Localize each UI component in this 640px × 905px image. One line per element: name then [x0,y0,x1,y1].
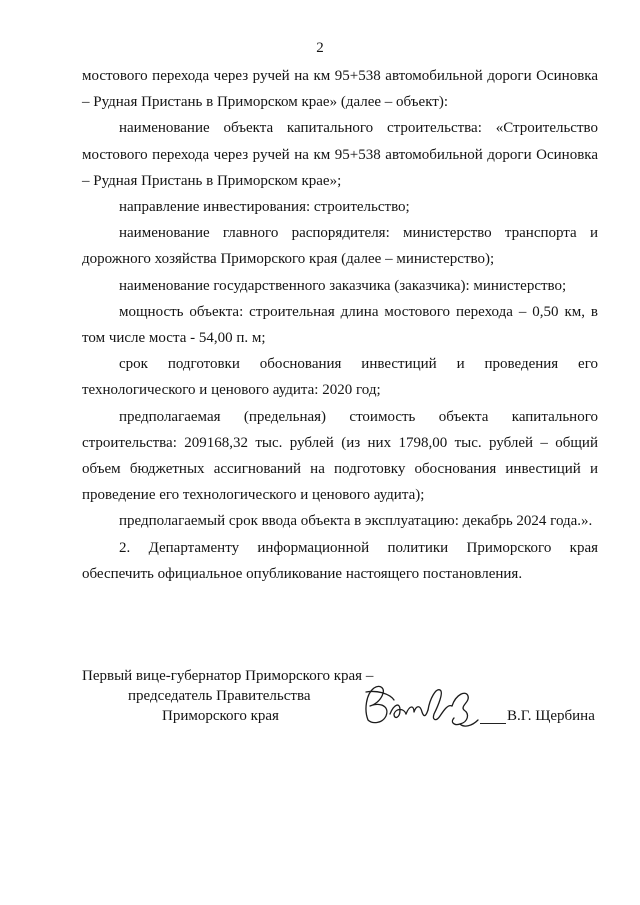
handwritten-signature [360,680,484,732]
page-number: 2 [316,40,324,56]
signer-name: В.Г. Щербина [507,708,595,724]
signer-title-line-3: Приморского края [162,708,279,724]
paragraph-capacity: мощность объекта: строительная длина мостового перехода – 0,50 км, в том числе моста - 54,00 п. м; [82,303,598,347]
signer-title-line-1: Первый вице-губернатор Приморского края – [82,668,374,684]
document-body [82,63,598,587]
signature-block [82,666,602,726]
paragraph-audit-deadline: срок подготовки обоснования инвестиций и проведения его технологического и ценового аудита: 2020 год; [82,356,598,399]
paragraph-estimated-cost: предполагаемая (предельная) стоимость объекта капитального строительства: 209168,32 тыс. рублей (из них 1798,00 тыс. рублей – общий объем бюджетных ассигнований на подготовку обоснования инвестиций и проведение его технологического и ценового аудита); [82,408,598,504]
signer-title-line-2: председатель Правительства [128,688,311,704]
paragraph-main-manager: наименование главного распорядителя: министерство транспорта и дорожного хозяйства Приморского края (далее – министерство); [82,225,598,268]
paragraph-object-name: наименование объекта капитального строительства: «Строительство мостового перехода через ручей на км 95+538 автомобильной дороги Осиновка – Рудная Пристань в Приморском крае»; [82,120,598,189]
paragraph-investment-direction: направление инвестирования: строительство; [119,199,410,216]
paragraph-publication-order: 2. Департаменту информационной политики Приморского края обеспечить официальное опубликование настоящего постановления. [82,539,598,582]
paragraph-object-intro: мостового перехода через ручей на км 95+538 автомобильной дороги Осиновка – Рудная Пристань в Приморском крае» (далее – объект): [82,68,598,111]
paragraph-customer: наименование государственного заказчика (заказчика): министерство; [119,277,567,294]
paragraph-commissioning-date: предполагаемый срок ввода объекта в эксплуатацию: декабрь 2024 года.». [119,513,593,530]
signature-underline [480,723,506,724]
